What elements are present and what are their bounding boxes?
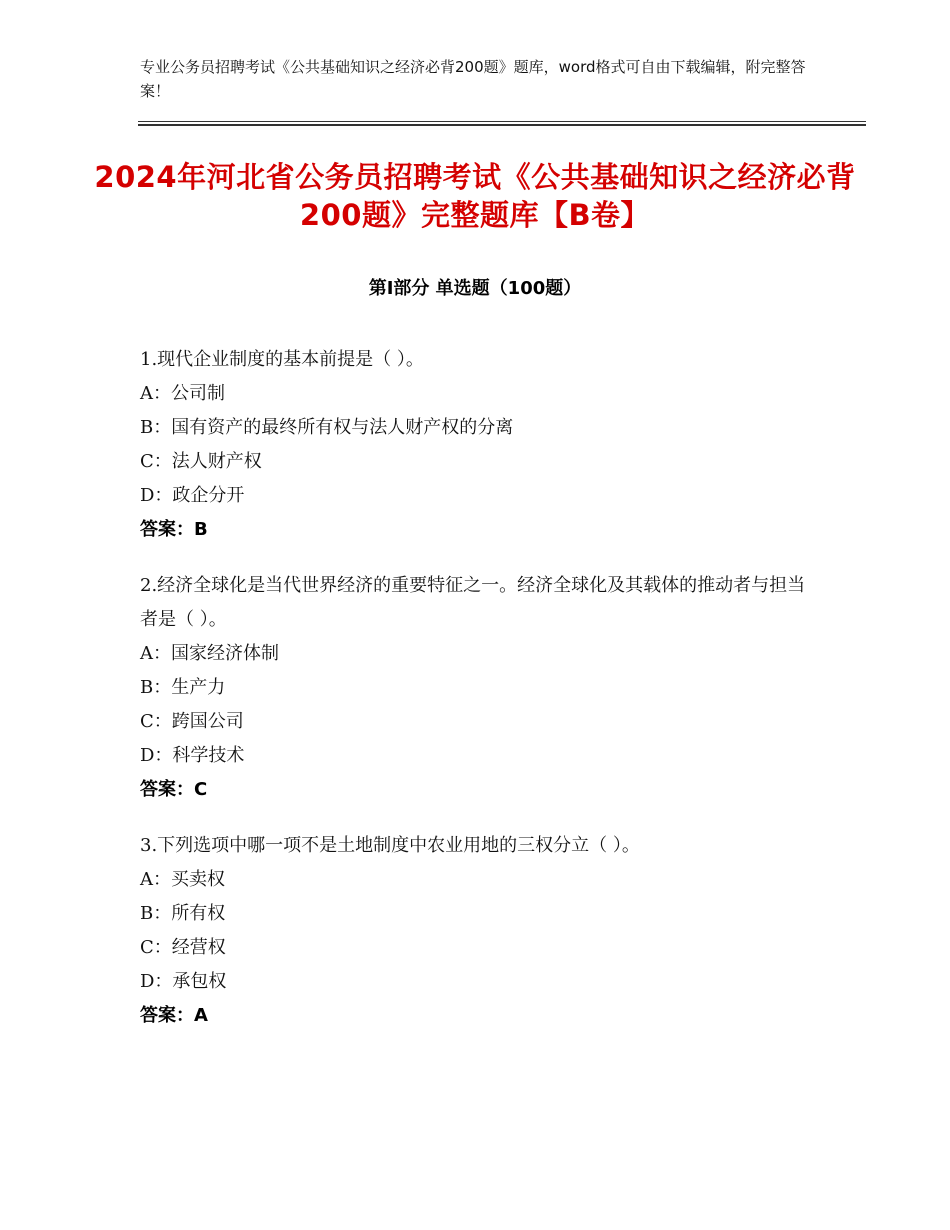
option-c: C：法人财产权 xyxy=(140,451,262,472)
question-stem: 3.下列选项中哪一项不是土地制度中农业用地的三权分立（ ）。 xyxy=(140,835,640,856)
option-a: A：国家经济体制 xyxy=(140,643,279,664)
question-stem: 2.经济全球化是当代世界经济的重要特征之一。经济全球化及其载体的推动者与担当者是（ ）。 xyxy=(140,575,806,630)
question-list xyxy=(140,343,820,1055)
answer: 答案：A xyxy=(140,1005,208,1026)
option-b: B：所有权 xyxy=(140,903,226,924)
option-d: D：政企分开 xyxy=(140,485,245,506)
section-title: 第I部分 单选题（100题） xyxy=(368,278,582,299)
header-divider-thin xyxy=(138,121,866,122)
answer: 答案：C xyxy=(140,779,208,800)
option-b: B：国有资产的最终所有权与法人财产权的分离 xyxy=(140,417,514,438)
question-2 xyxy=(140,569,820,807)
option-b: B：生产力 xyxy=(140,677,226,698)
document-title: 2024年河北省公务员招聘考试《公共基础知识之经济必背200题》完整题库【B卷】 xyxy=(94,160,856,232)
option-a: A：买卖权 xyxy=(140,869,225,890)
header-note: 专业公务员招聘考试《公共基础知识之经济必背200题》题库，word格式可自由下载编辑，附完整答案！ xyxy=(140,58,806,100)
header-divider-thick xyxy=(138,124,866,126)
question-stem: 1.现代企业制度的基本前提是（ ）。 xyxy=(140,349,424,370)
question-3 xyxy=(140,829,820,1033)
option-c: C：经营权 xyxy=(140,937,226,958)
option-c: C：跨国公司 xyxy=(140,711,244,732)
question-1 xyxy=(140,343,820,547)
option-d: D：承包权 xyxy=(140,971,227,992)
option-a: A：公司制 xyxy=(140,383,225,404)
option-d: D：科学技术 xyxy=(140,745,245,766)
answer: 答案：B xyxy=(140,519,208,540)
